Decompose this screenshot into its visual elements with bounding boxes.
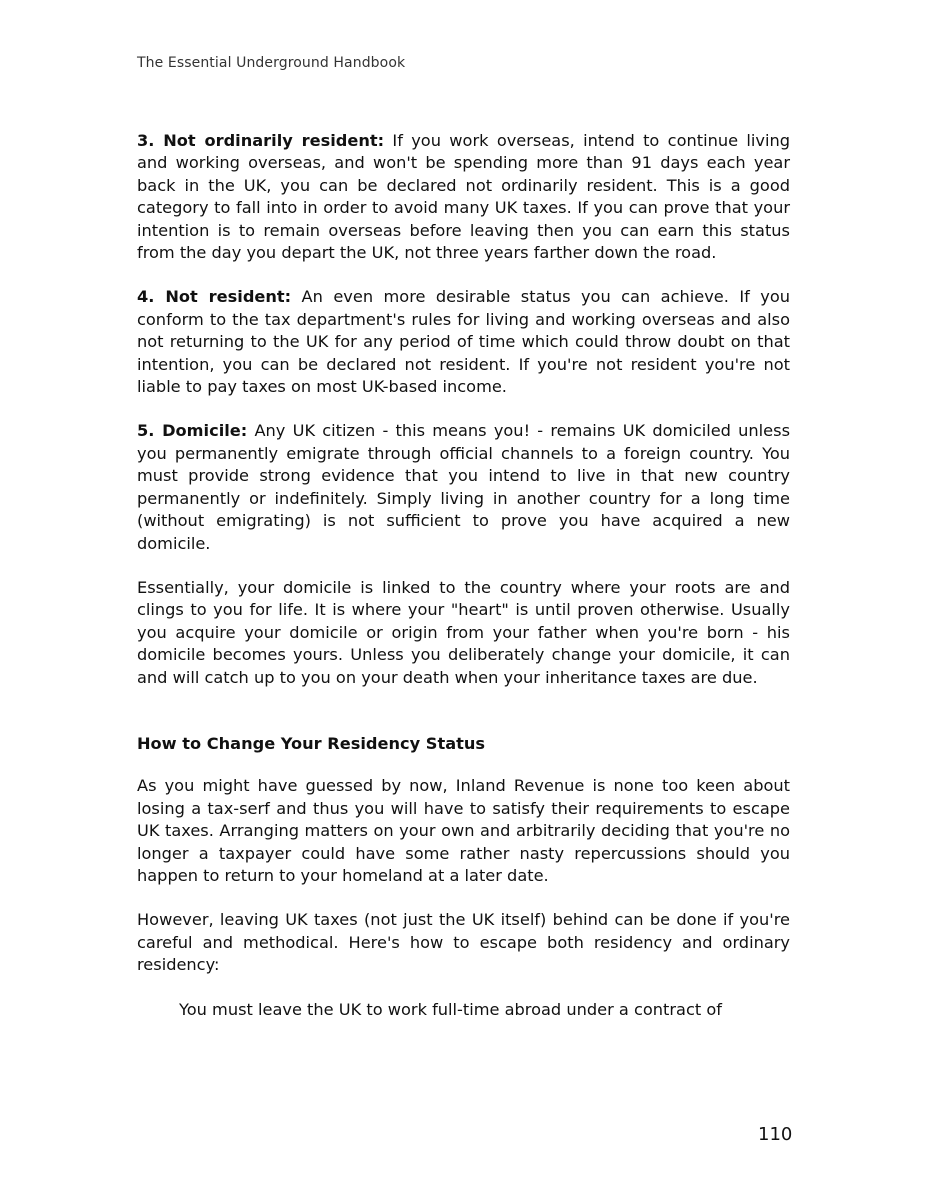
paragraph-text: Any UK citizen - this means you! - remains UK domiciled unless you permanently emigrate through official channels to a foreign country. You must provide strong evidence that you intend to live in that new country permanently or indefinitely. Simply living in another country for a long time (without emigrating) is not sufficient to prove you have acquired a new domicile.	[137, 421, 791, 553]
paragraph-inland-revenue	[137, 775, 790, 887]
paragraph-not-ordinarily-resident	[137, 130, 790, 264]
paragraph-domicile	[137, 420, 790, 554]
running-header: The Essential Underground Handbook	[137, 55, 406, 71]
section-heading: How to Change Your Residency Status	[137, 733, 486, 753]
paragraph-text: However, leaving UK taxes (not just the UK itself) behind can be done if you're careful and methodical. Here's how to escape both residency and ordinary residency:	[137, 910, 790, 975]
paragraph-text: If you work overseas, intend to continue living and working overseas, and won't be spending more than 91 days each year back in the UK, you can be declared not ordinarily resident. This is a good category to fall into in order to avoid many UK taxes. If you can prove that your intention is to remain overseas before leaving then you can earn this status from the day you depart the UK, not three years farther down the road.	[137, 131, 790, 263]
paragraph-not-resident	[137, 286, 790, 398]
page-body	[137, 130, 790, 1043]
paragraph-text: Essentially, your domicile is linked to the country where your roots are and clings to you for life. It is where your "heart" is until proven otherwise. Usually you acquire your domicile or origin from your father when you're born - his domicile becomes yours. Unless you deliberately change your domicile, it can and will catch up to you on your death when your inheritance taxes are due.	[137, 577, 790, 687]
paragraph-text: You must leave the UK to work full-time abroad under a contract of	[179, 999, 722, 1019]
paragraph-leaving-uk-taxes	[137, 909, 790, 976]
term-not-resident: 4. Not resident:	[137, 287, 292, 307]
paragraph-text: An even more desirable status you can achieve. If you conform to the tax department's rules for living and working overseas and also not returning to the UK for any period of time which could throw doubt on that intention, you can be declared not resident. If you're not resident you're not liable to pay taxes on most UK-based income.	[137, 287, 790, 397]
term-domicile: 5. Domicile:	[137, 421, 248, 441]
page-number: 110	[758, 1124, 793, 1145]
paragraph-domicile-explained	[137, 577, 790, 689]
paragraph-text: As you might have guessed by now, Inland Revenue is none too keen about losing a tax-serf and thus you will have to satisfy their requirements to escape UK taxes. Arranging matters on your own and arbitrarily deciding that you're no longer a taxpayer could have some rather nasty repercussions should you happen to return to your homeland at a later date.	[137, 776, 790, 885]
paragraph-indented-contract	[137, 999, 790, 1021]
term-not-ordinarily-resident: 3. Not ordinarily resident:	[137, 131, 385, 150]
